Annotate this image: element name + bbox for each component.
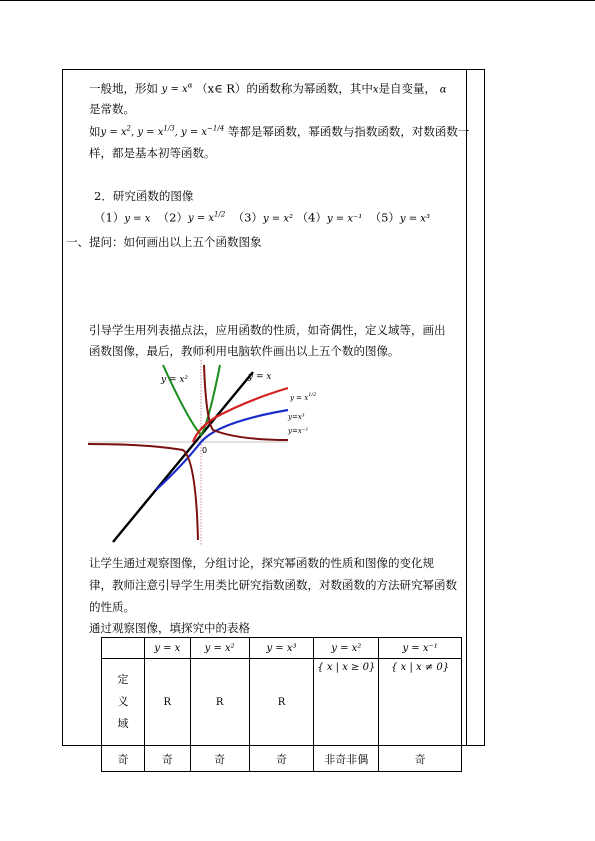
intro-text-2: （x∈ R）的函数称为幂函数，其中 xyxy=(196,81,373,96)
discuss-line-3: 的性质。 xyxy=(89,600,135,614)
var-alpha: α xyxy=(439,84,447,96)
label-y-xm1: y=x⁻¹ xyxy=(288,427,309,435)
example-formulas: $y = x^2$, $y = x^{1/3}$, $y = x^{-1/4}$ xyxy=(100,125,225,139)
table-cell: { x | x ≥ 0} xyxy=(314,659,379,746)
question-line: 一、提问：如何画出以上五个函数图象 xyxy=(66,235,262,249)
header-cell: y = x xyxy=(144,638,190,659)
table-cell: R xyxy=(144,659,190,746)
header-cell: y = x⁻¹ xyxy=(379,638,462,659)
label-char: 定 xyxy=(117,673,129,686)
item-formula: y = x⁻¹ xyxy=(326,213,363,225)
table-cell: { x | x ≠ 0} xyxy=(379,659,462,746)
table-cell: 奇 xyxy=(249,746,314,772)
item-num: （4） xyxy=(296,210,327,225)
formula-base: y = x xyxy=(161,84,188,96)
item-num: （5） xyxy=(369,210,400,225)
intro-line-4: 样，都是基本初等函数。 xyxy=(89,146,216,160)
exploration-table xyxy=(101,637,462,772)
section-title: 2．研究函数的图像 xyxy=(94,189,194,203)
label-y-x: y = x xyxy=(248,372,272,382)
intro-line-1 xyxy=(89,78,446,98)
intro-text-3: 是自变量， xyxy=(378,81,437,96)
page-top-rule xyxy=(0,0,595,1)
parity-label-cell: 奇 xyxy=(102,746,145,772)
intro-example-prefix: 如 xyxy=(89,124,101,139)
frame-left-border xyxy=(62,69,63,746)
header-cell: y = x³ xyxy=(249,638,314,659)
header-cell-empty xyxy=(102,638,145,659)
table-row-parity xyxy=(102,746,462,772)
table-cell: 奇 xyxy=(379,746,462,772)
guide-line-2: 函数图像，最后，教师利用电脑软件画出以上五个数的图像。 xyxy=(89,344,400,358)
item-formula: y = x² xyxy=(262,213,293,225)
var-x: x xyxy=(372,84,379,96)
table-cell: 奇 xyxy=(144,746,190,772)
item-formula: y = x xyxy=(124,213,151,225)
curve-y-x3 xyxy=(156,410,288,490)
guide-line-1: 引导学生用列表描点法，应用函数的性质，如奇偶性，定义域等，画出 xyxy=(89,323,446,337)
table-cell: R xyxy=(249,659,314,746)
frame-divider xyxy=(466,69,467,746)
power-functions-graph xyxy=(88,360,317,545)
frame-top-border xyxy=(62,69,484,70)
intro-line-3 xyxy=(89,121,469,141)
intro-example-text: 等都是幂函数，幂函数与指数函数，对数函数一 xyxy=(227,124,470,139)
intro-line-2: 是常数。 xyxy=(89,102,135,116)
discuss-line-1: 让学生通过观察图像，分组讨论，探究幂函数的性质和图像的变化规 xyxy=(89,556,434,570)
item-num: （1） xyxy=(94,210,125,225)
power-formula xyxy=(162,84,193,95)
label-char: 域 xyxy=(117,717,129,730)
origin-label: 0 xyxy=(202,446,208,455)
label-y-half: $y = x^{1/2}$ xyxy=(290,392,317,402)
label-y-x3: y=x³ xyxy=(288,413,305,421)
table-cell: 奇 xyxy=(190,746,249,772)
item-formula: $y = x^{1/2}$ xyxy=(188,211,226,225)
domain-label-cell xyxy=(102,659,145,746)
table-cell: R xyxy=(190,659,249,746)
label-char: 义 xyxy=(117,695,129,708)
formula-exponent: α xyxy=(187,82,193,90)
table-intro: 通过观察图像，填探究中的表格 xyxy=(89,621,250,635)
table-header-row xyxy=(102,638,462,659)
frame-right-border xyxy=(484,69,485,746)
discuss-line-2: 律，教师注意引导学生用类比研究指数函数，对数函数的方法研究幂函数 xyxy=(89,578,457,592)
item-formula: y = x³ xyxy=(399,213,430,225)
header-cell: y = x² xyxy=(190,638,249,659)
item-num: （3） xyxy=(232,210,263,225)
intro-text: 一般地，形如 xyxy=(89,81,158,96)
function-list xyxy=(94,207,430,227)
item-num: （2） xyxy=(157,210,188,225)
table-cell: 非奇非偶 xyxy=(314,746,379,772)
curve-y-x xyxy=(113,372,253,542)
header-cell: y = x² xyxy=(314,638,379,659)
label-y-x2: y = x² xyxy=(161,375,189,385)
table-row-domain xyxy=(102,659,462,746)
